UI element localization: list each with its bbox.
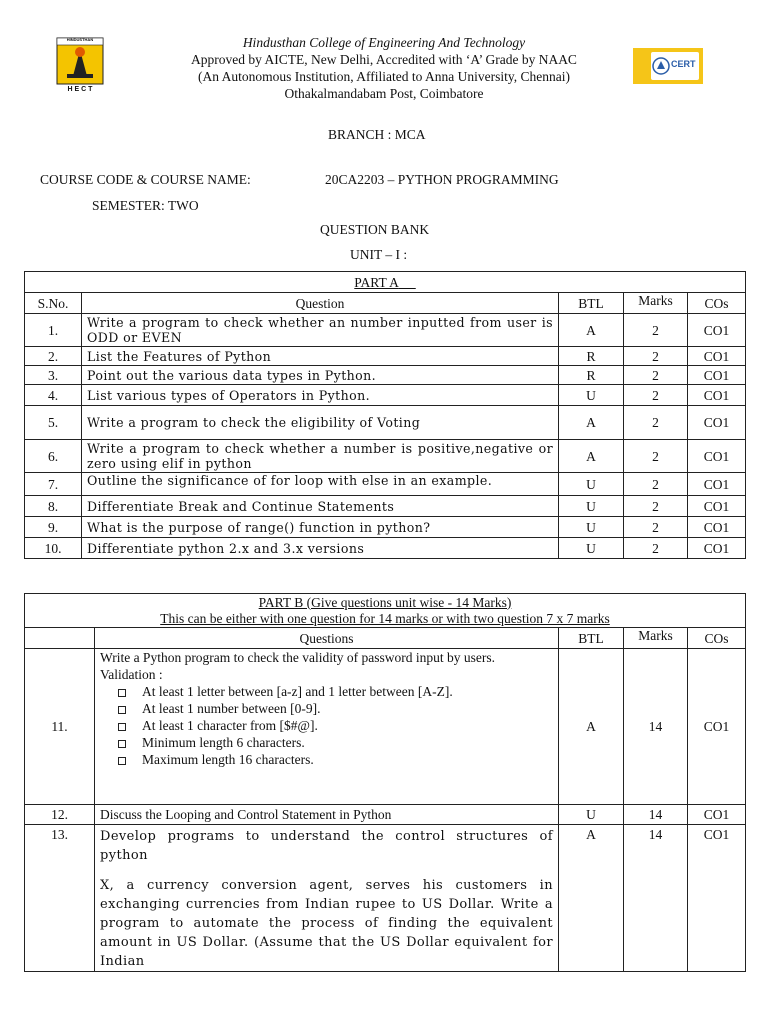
header-cos: COs: [688, 628, 746, 649]
table-row: 9. What is the purpose of range() function in python? U 2 CO1: [25, 517, 746, 538]
list-item: At least 1 character from [$#@].: [142, 717, 553, 734]
address-line: Othakalmandabam Post, Coimbatore: [284, 86, 484, 101]
header-question: Question: [82, 293, 559, 314]
part-b-subtitle: This can be either with one question for 14 marks or with two question 7 x 7 marks: [160, 610, 610, 626]
part-a-title-row: [25, 272, 746, 293]
logo-left-sub: H E C T: [67, 86, 93, 93]
table-row: 12. Discuss the Looping and Control Statement in Python U 14 CO1: [25, 805, 746, 825]
table-row: 13. Develop programs to understand the control structures of python X, a currency conversion agent, serves his customers in exchanging currencies from Indian rupee to US Dollar. Write a program to automate the process of finding the equivalent amount in US Dollar. (Assume that the US Dollar equivalent for Indian A 14 CO1: [25, 825, 746, 972]
header-marks: Marks: [624, 628, 688, 649]
course-label: COURSE CODE & COURSE NAME:: [40, 172, 251, 187]
logo-left-text: HINDUSTHAN: [66, 37, 94, 42]
header-marks: Marks: [624, 293, 688, 314]
header-sno: S.No.: [25, 293, 82, 314]
header-cos: COs: [688, 293, 746, 314]
autonomy-line: (An Autonomous Institution, Affiliated to Anna University, Chennai): [198, 69, 570, 84]
table-row: 5. Write a program to check the eligibility of Voting A 2 CO1: [25, 406, 746, 440]
question-bank-title: QUESTION BANK: [320, 222, 430, 237]
list-item: At least 1 number between [0-9].: [142, 700, 553, 717]
header-questions: Questions: [95, 628, 559, 649]
part-a-title: PART A: [354, 274, 399, 290]
q11-validation-label: Validation :: [100, 666, 163, 682]
table-row: 3. Point out the various data types in Python. R 2 CO1: [25, 366, 746, 385]
header-btl: BTL: [559, 628, 624, 649]
college-name: Hindusthan College of Engineering And Technology: [242, 35, 526, 50]
table-row: 10. Differentiate python 2.x and 3.x versions U 2 CO1: [25, 538, 746, 559]
table-row: 1. Write a program to check whether an number inputted from user is ODD or EVEN A 2 CO1: [25, 314, 746, 347]
part-b-title-row: [25, 594, 746, 628]
table-row: 4. List various types of Operators in Python. U 2 CO1: [25, 385, 746, 406]
course-value: 20CA2203 – PYTHON PROGRAMMING: [325, 172, 559, 187]
q13-scenario: X, a currency conversion agent, serves his customers in exchanging currencies from Indian rupee to US Dollar. Write a program to automate the process of finding the equivalent amount in US Dollar. (Assume that the US Dollar equivalent for Indian: [100, 878, 553, 969]
semester-label: SEMESTER: TWO: [92, 198, 199, 213]
part-a-header-row: [25, 293, 746, 314]
list-item: Maximum length 16 characters.: [142, 751, 553, 768]
branch-label: BRANCH : MCA: [328, 127, 426, 142]
part-b-table: [24, 593, 746, 972]
logo-right-text: CERT: [671, 59, 696, 69]
list-item: At least 1 letter between [a-z] and 1 letter between [A-Z].: [142, 683, 553, 700]
table-row: 2. List the Features of Python R 2 CO1: [25, 347, 746, 366]
table-row: 11. Write a Python program to check the validity of password input by users. Validation : At least 1 letter between [a-z] and 1 letter between [A-Z]. At least 1 number between [0-9]. At least 1 character from [$#@]. Minimum length 6 characters. Maximum length 16 characters. A 14 CO1: [25, 649, 746, 805]
q11-intro: Write a Python program to check the validity of password input by users.: [100, 650, 496, 665]
table-row: 8. Differentiate Break and Continue Statements U 2 CO1: [25, 496, 746, 517]
part-a-table: [24, 271, 746, 559]
header-btl: BTL: [559, 293, 624, 314]
part-b-title: PART B (Give questions unit wise - 14 Marks): [258, 594, 512, 610]
unit-label: UNIT – I :: [350, 247, 408, 262]
q11-rules-list: [100, 683, 553, 768]
table-row: 7. Outline the significance of for loop with else in an example. U 2 CO1: [25, 473, 746, 496]
table-row: 6. Write a program to check whether a number is positive,negative or zero using elif in python A 2 CO1: [25, 440, 746, 473]
part-b-header-row: [25, 628, 746, 649]
approval-line: Approved by AICTE, New Delhi, Accredited with ‘A’ Grade by NAAC: [191, 52, 577, 67]
q13-text: Develop programs to understand the control structures of python: [100, 829, 553, 863]
list-item: Minimum length 6 characters.: [142, 734, 553, 751]
